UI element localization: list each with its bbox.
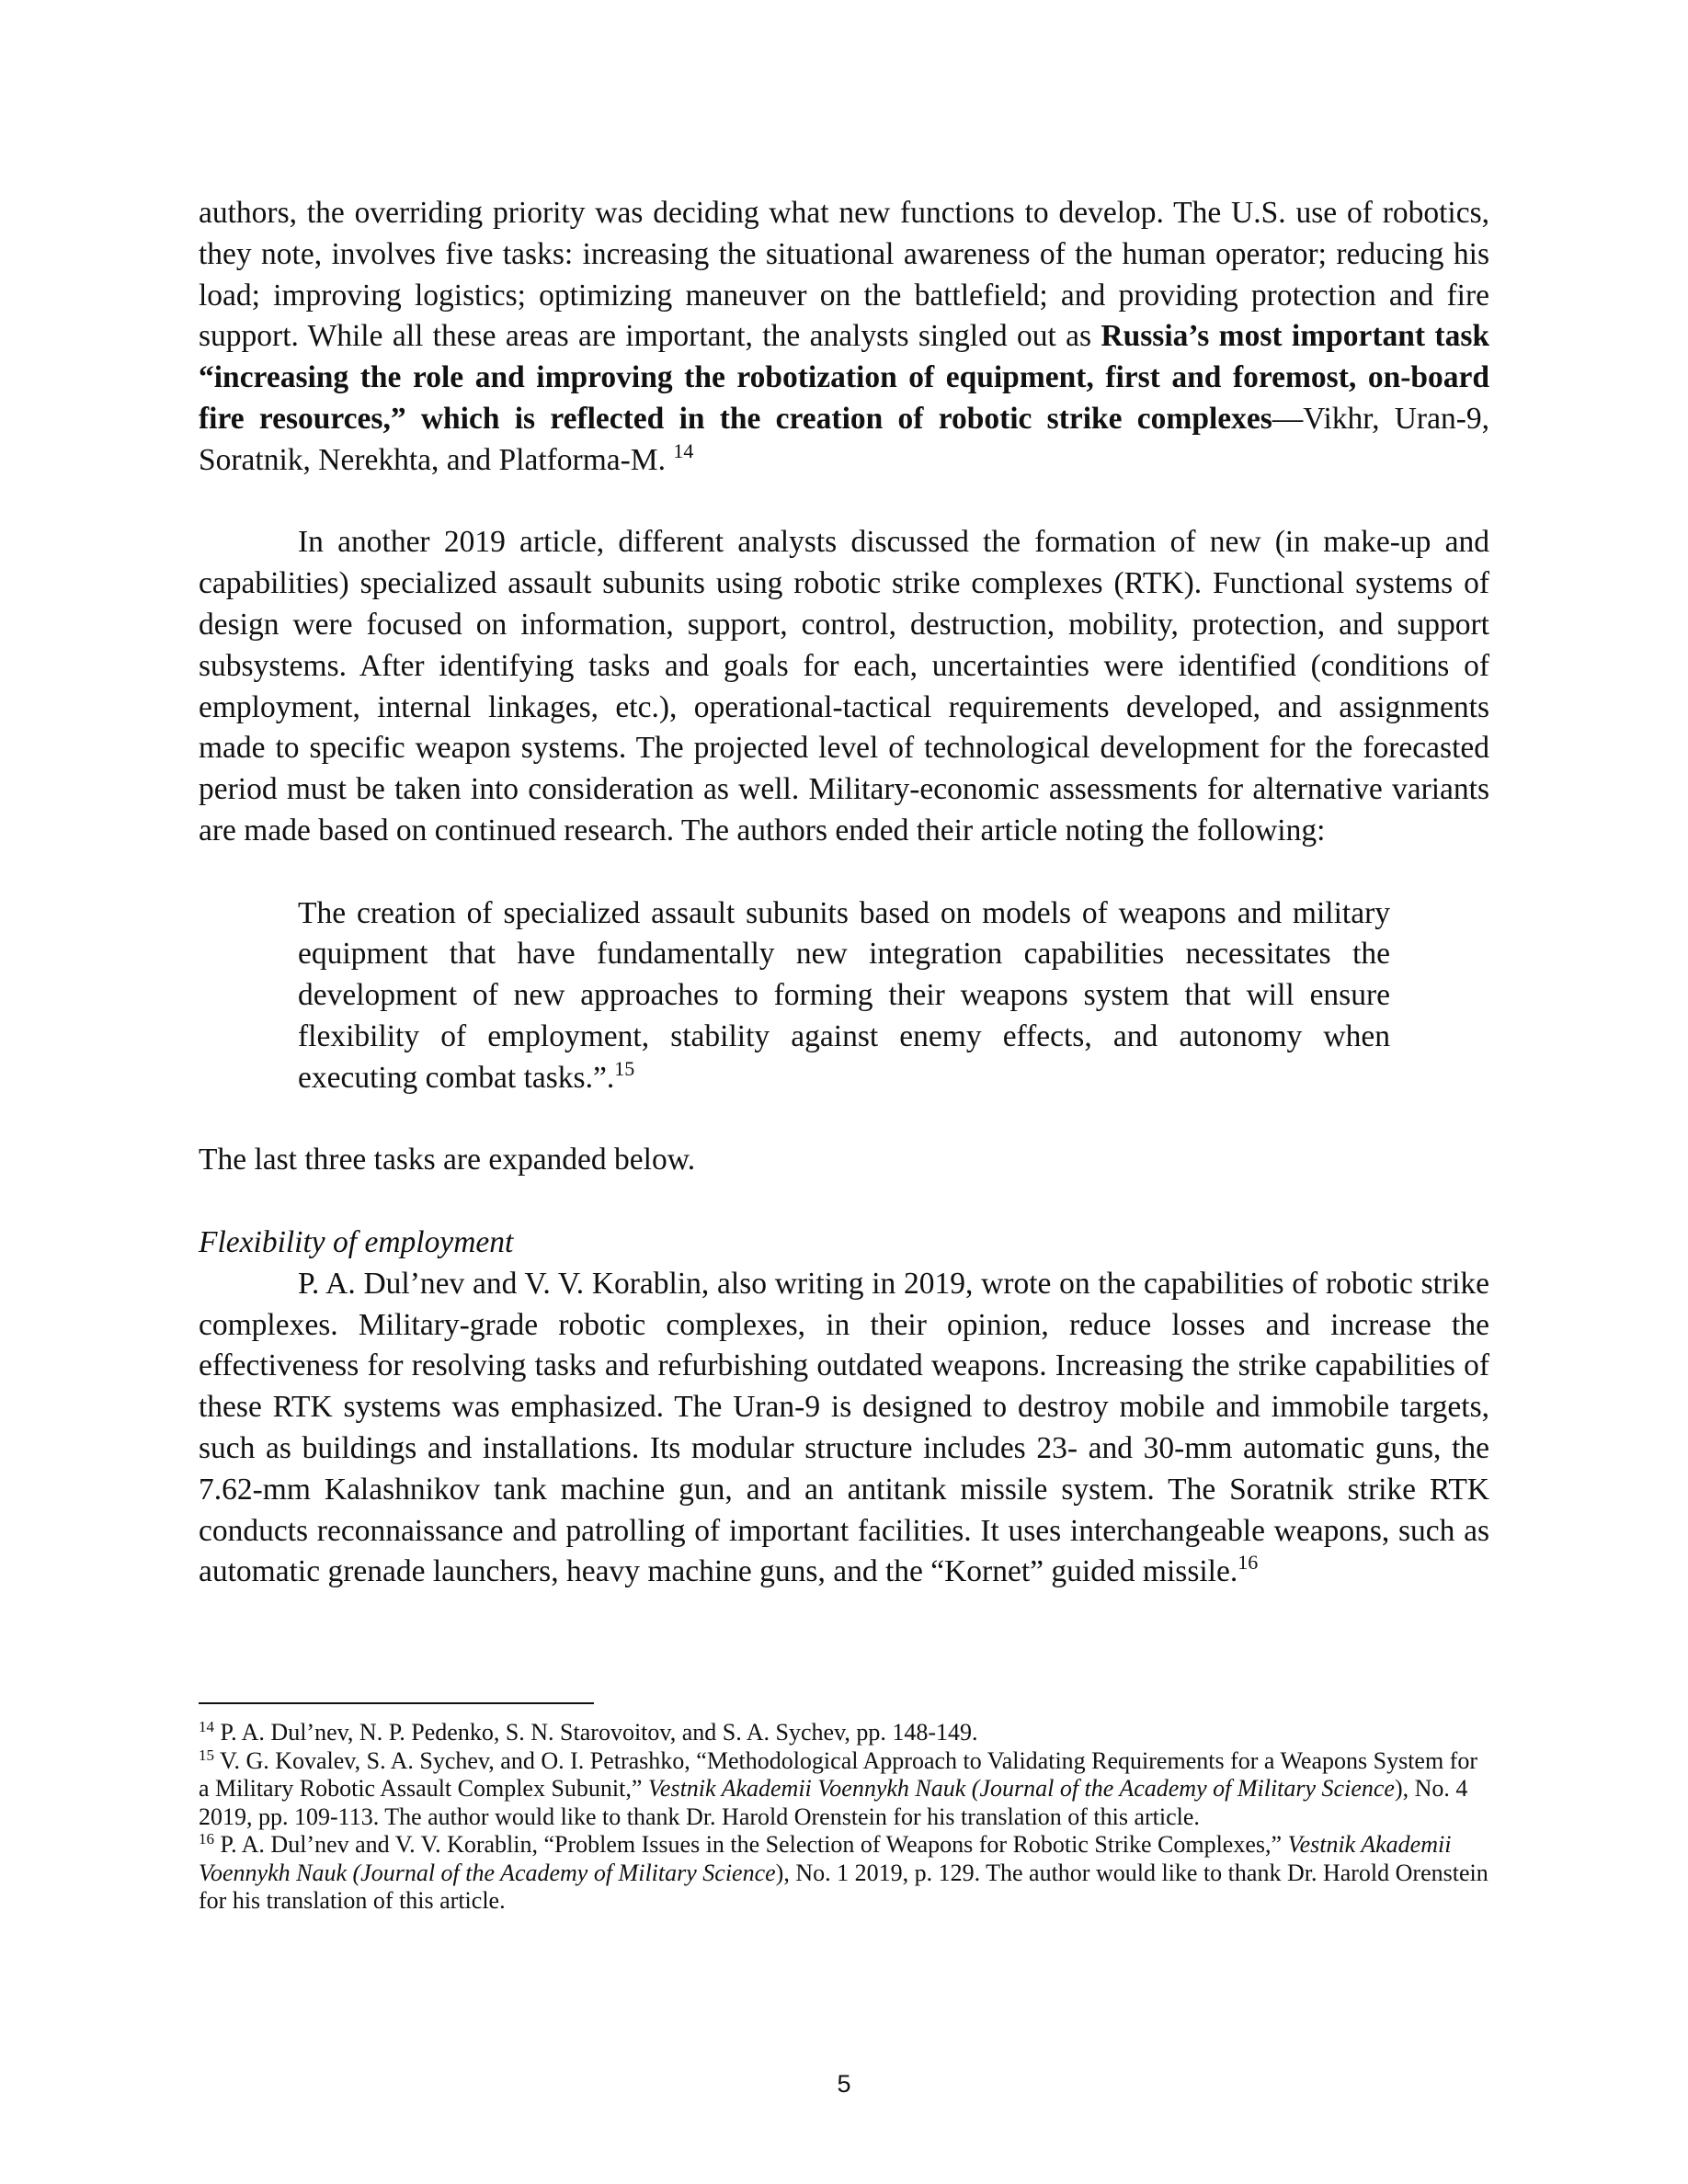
footnote-15-journal-title: Vestnik Akademii Voennykh Nauk (Journal of the Academy of Military Science [647,1775,1395,1802]
paragraph-1-bold-text: Russia’s most important task “increasing the role and improving the robotization of equipment, first and foremost, on-board fire resources,” which is reflected in the creation of robotic strike complexes [199,319,1489,436]
footnote-16-number: 16 [199,1830,214,1848]
footnote-ref-15[interactable]: 15 [614,1056,635,1080]
footnote-15-number: 15 [199,1746,214,1764]
footnote-ref-16[interactable]: 16 [1237,1551,1259,1575]
footnote-ref-14[interactable]: 14 [673,438,694,462]
paragraph-1 [199,193,1489,482]
paragraph-2: In another 2019 article, different analysts discussed the formation of new (in make-up and capabilities) specialized assault subunits using robotic strike complexes (RTK). Functional systems of design were focused on information, support, control, destruction, mobility, protection, and support subsystems. After identifying tasks and goals for each, uncertainties were identified (conditions of employment, internal linkages, etc.), operational-tactical requirements developed, and assignments made to specific weapon systems. The projected level of technological development for the forecasted period must be taken into consideration as well. Military-economic assessments for alternative variants are made based on continued research. The authors ended their article noting the following: [199,525,1489,847]
footnote-separator [199,1702,594,1704]
footnote-15-text-b: ), No. 4 2019, pp. 109-113. The author would like to thank Dr. Harold Orenstein for his translation of this article. [199,1775,1468,1830]
footnote-15 [199,1747,1489,1832]
paragraph-4 [199,1264,1489,1593]
block-quote-text: The creation of specialized assault subunits based on models of weapons and military equipment that have fundamentally new integration capabilities necessitates the development of new approaches to forming their weapons system that will ensure flexibility of employment, stability against enemy effects, and autonomy when executing combat tasks.”. [298,895,1390,1095]
footnote-14 [199,1719,1489,1747]
footnotes [199,1719,1489,1916]
section-heading: Flexibility of employment [199,1224,514,1259]
page-body [199,193,1489,1593]
footnote-16 [199,1831,1489,1916]
footnote-14-number: 14 [199,1718,214,1735]
footnote-15-text-a: V. G. Kovalev, S. A. Sychev, and O. I. Petrashko, “Methodological Approach to Validating Requirements for a Weapons System for a Military Robotic Assault Complex Subunit,” [199,1746,1478,1802]
paragraph-3: The last three tasks are expanded below. [199,1143,696,1177]
page-number: 5 [837,2070,851,2098]
paragraph-1-text-b: —Vikhr, Uran-9, Soratnik, Nerekhta, and Platforma-M. [199,401,1489,477]
footnote-14-text: P. A. Dul’nev, N. P. Pedenko, S. N. Starovoitov, and S. A. Sychev, pp. 148-149. [214,1719,978,1746]
paragraph-1-text-a: authors, the overriding priority was deciding what new functions to develop. The U.S. use of robotics, they note, involves five tasks: increasing the situational awareness of the human operator; reducing his load; improving logistics; optimizing maneuver on the battlefield; and providing protection and fire support. While all these areas are important, the analysts singled out as [199,196,1489,354]
block-quote [298,893,1390,1099]
footnote-16-journal-title: Vestnik Akademii Voennykh Nauk (Journal of the Academy of Military Science [199,1831,1452,1886]
paragraph-4-text: P. A. Dul’nev and V. V. Korablin, also writing in 2019, wrote on the capabilities of robotic strike complexes. Military-grade robotic complexes, in their opinion, reduce losses and increase the effectiveness for resolving tasks and refurbishing outdated weapons. Increasing the strike capabilities of these RTK systems was emphasized. The Uran-9 is designed to destroy mobile and immobile targets, such as buildings and installations. Its modular structure includes 23- and 30-mm automatic guns, the 7.62-mm Kalashnikov tank machine gun, and an antitank missile system. The Soratnik strike RTK conducts reconnaissance and patrolling of important facilities. It uses interchangeable weapons, such as automatic grenade launchers, heavy machine guns, and the “Kornet” guided missile. [199,1266,1489,1589]
footnote-16-text-b: ), No. 1 2019, p. 129. The author would like to thank Dr. Harold Orenstein for his translation of this article. [199,1859,1488,1914]
footnote-16-text-a: P. A. Dul’nev and V. V. Korablin, “Problem Issues in the Selection of Weapons for Robotic Strike Complexes,” [214,1831,1288,1858]
